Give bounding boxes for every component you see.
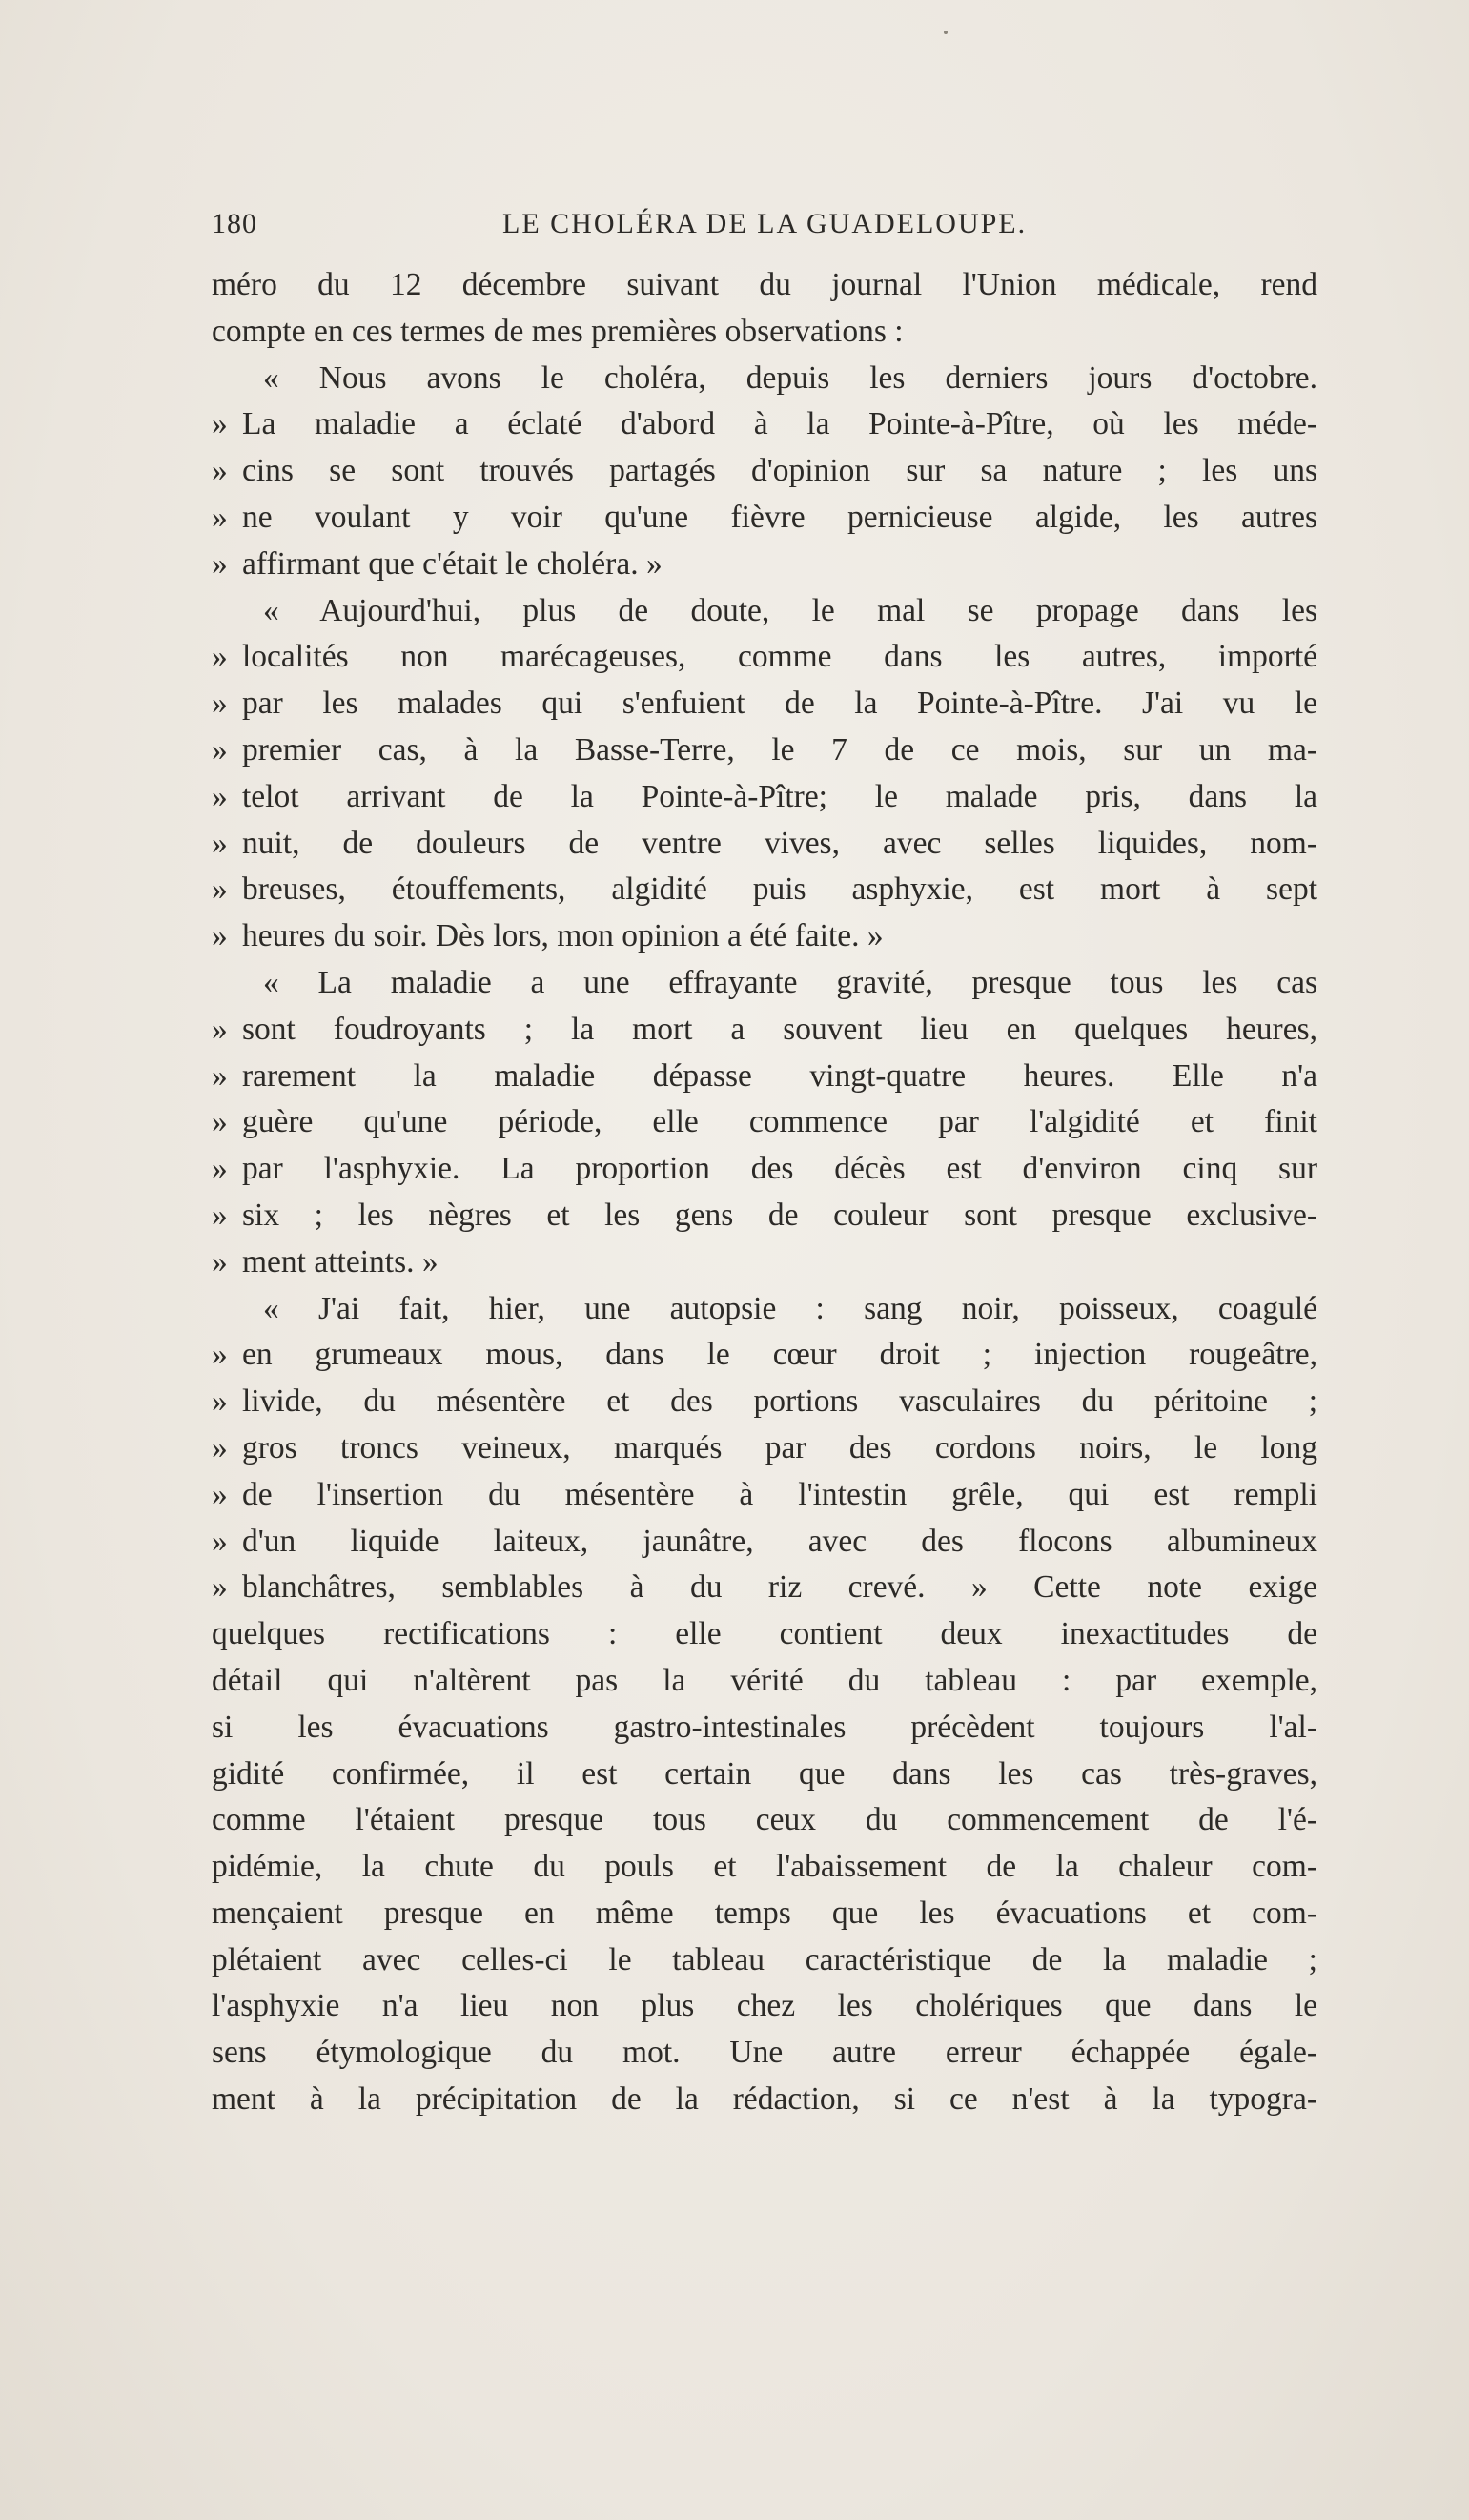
text-line: [212, 1286, 1317, 1333]
text-line: [212, 960, 1317, 1007]
text-line: [212, 588, 1317, 635]
text-line: [212, 1891, 1317, 1937]
quote-guillemet: »: [212, 825, 228, 861]
text-line: [212, 1007, 1317, 1054]
line-text: gidité confirmée, il est certain que dans les cas très-graves,: [212, 1755, 1317, 1792]
text-line: [212, 1425, 1317, 1472]
quote-guillemet: »: [212, 406, 228, 442]
text-line: [212, 1658, 1317, 1705]
text-line: [212, 1193, 1317, 1240]
text-line: [212, 1519, 1317, 1566]
line-text: heures du soir. Dès lors, mon opinion a été faite. »: [242, 918, 884, 954]
print-speck: [944, 31, 948, 34]
line-text: cins se sont trouvés partagés d'opinion sur sa nature ; les uns: [242, 453, 1317, 489]
quote-guillemet: »: [212, 778, 228, 814]
text-line: [212, 1611, 1317, 1658]
text-line: [212, 401, 1317, 448]
line-text: premier cas, à la Basse-Terre, le 7 de ce mois, sur un ma-: [242, 731, 1317, 768]
quote-guillemet: »: [212, 1429, 228, 1465]
line-text: compte en ces termes de mes premières observations :: [212, 313, 904, 349]
line-text: sont foudroyants ; la mort a souvent lieu en quelques heures,: [242, 1011, 1317, 1047]
line-text: mençaient presque en même temps que les évacuations et com-: [212, 1895, 1317, 1931]
text-line: [212, 1844, 1317, 1891]
line-text: ment atteints. »: [242, 1243, 439, 1280]
quote-guillemet: »: [212, 871, 228, 908]
quote-guillemet: »: [212, 686, 228, 722]
line-text: livide, du mésentère et des portions vasculaires du péritoine ;: [242, 1383, 1317, 1420]
line-text: breuses, étouffements, algidité puis asphyxie, est mort à sept: [242, 871, 1317, 908]
quote-guillemet: »: [212, 453, 228, 489]
text-line: [212, 727, 1317, 774]
line-text: blanchâtres, semblables à du riz crevé. » Cette note exige: [242, 1569, 1317, 1606]
quote-guillemet: »: [212, 1057, 228, 1094]
text-line: [212, 1146, 1317, 1193]
line-text: comme l'étaient presque tous ceux du commencement de l'é-: [212, 1802, 1317, 1838]
quote-guillemet: »: [212, 545, 228, 582]
line-text: rarement la maladie dépasse vingt-quatre heures. Elle n'a: [242, 1057, 1317, 1094]
line-text: méro du 12 décembre suivant du journal l'Union médicale, rend: [212, 267, 1317, 302]
line-text: par l'asphyxie. La proportion des décès est d'environ cinq sur: [242, 1151, 1317, 1187]
line-text: « J'ai fait, hier, une autopsie : sang noir, poisseux, coagulé: [263, 1290, 1317, 1326]
text-line: [212, 681, 1317, 727]
body-text: [212, 262, 1317, 2123]
running-header: [212, 208, 1317, 246]
text-line: [212, 356, 1317, 402]
line-text: guère qu'une période, elle commence par l'algidité et finit: [242, 1104, 1317, 1140]
text-line: [212, 821, 1317, 868]
line-text: « Aujourd'hui, plus de doute, le mal se propage dans les: [263, 592, 1317, 628]
text-line: [212, 1983, 1317, 2030]
page-number: 180: [212, 208, 257, 239]
text-line: [212, 1937, 1317, 1984]
text-line: [212, 1565, 1317, 1611]
text-line: [212, 495, 1317, 542]
line-text: si les évacuations gastro-intestinales précèdent toujours l'al-: [212, 1709, 1317, 1745]
line-text: « La maladie a une effrayante gravité, presque tous les cas: [263, 964, 1317, 1000]
text-line: [212, 913, 1317, 960]
line-text: par les malades qui s'enfuient de la Pointe-à-Pître. J'ai vu le: [242, 686, 1317, 722]
quote-guillemet: »: [212, 1011, 228, 1047]
line-text: sens étymologique du mot. Une autre erreur échappée égale-: [212, 2035, 1317, 2071]
text-line: [212, 1099, 1317, 1146]
quote-guillemet: »: [212, 1197, 228, 1233]
text-line: [212, 1705, 1317, 1752]
quote-guillemet: »: [212, 918, 228, 954]
quote-guillemet: »: [212, 1151, 228, 1187]
quote-guillemet: »: [212, 1523, 228, 1559]
line-text: d'un liquide laiteux, jaunâtre, avec des flocons albumineux: [242, 1523, 1317, 1559]
text-line: [212, 1054, 1317, 1100]
text-line: [212, 1472, 1317, 1519]
text-line: [212, 2030, 1317, 2077]
quote-guillemet: »: [212, 1243, 228, 1280]
line-text: affirmant que c'était le choléra. »: [242, 545, 663, 582]
running-title: LE CHOLÉRA DE LA GUADELOUPE.: [502, 208, 1028, 239]
line-text: plétaient avec celles-ci le tableau caractéristique de la maladie ;: [212, 1941, 1317, 1977]
quote-guillemet: »: [212, 1569, 228, 1606]
line-text: en grumeaux mous, dans le cœur droit ; injection rougeâtre,: [242, 1337, 1317, 1373]
line-text: telot arrivant de la Pointe-à-Pître; le malade pris, dans la: [242, 778, 1317, 814]
line-text: localités non marécageuses, comme dans les autres, importé: [242, 639, 1317, 675]
quote-guillemet: »: [212, 639, 228, 675]
text-line: [212, 448, 1317, 495]
line-text: gros troncs veineux, marqués par des cordons noirs, le long: [242, 1429, 1317, 1465]
line-text: nuit, de douleurs de ventre vives, avec selles liquides, nom-: [242, 825, 1317, 861]
text-line: [212, 634, 1317, 681]
text-line: [212, 774, 1317, 821]
text-line: [212, 2077, 1317, 2123]
text-line: [212, 1240, 1317, 1286]
line-text: ment à la précipitation de la rédaction, si ce n'est à la typogra-: [212, 2081, 1317, 2118]
line-text: de l'insertion du mésentère à l'intestin grêle, qui est rempli: [242, 1476, 1317, 1512]
line-text: pidémie, la chute du pouls et l'abaissement de la chaleur com-: [212, 1849, 1317, 1885]
line-text: quelques rectifications : elle contient deux inexactitudes de: [212, 1616, 1317, 1652]
quote-guillemet: »: [212, 731, 228, 768]
line-text: « Nous avons le choléra, depuis les derniers jours d'octobre.: [263, 359, 1317, 396]
text-line: [212, 867, 1317, 913]
text-line: [212, 262, 1317, 309]
text-line: [212, 1797, 1317, 1844]
quote-guillemet: »: [212, 499, 228, 535]
line-text: l'asphyxie n'a lieu non plus chez les cholériques que dans le: [212, 1988, 1317, 2024]
quote-guillemet: »: [212, 1337, 228, 1373]
line-text: La maladie a éclaté d'abord à la Pointe-à-Pître, où les méde-: [242, 406, 1317, 442]
text-line: [212, 1379, 1317, 1425]
quote-guillemet: »: [212, 1104, 228, 1140]
line-text: ne voulant y voir qu'une fièvre pernicieuse algide, les autres: [242, 499, 1317, 535]
quote-guillemet: »: [212, 1383, 228, 1420]
text-line: [212, 1332, 1317, 1379]
text-line: [212, 1752, 1317, 1798]
line-text: six ; les nègres et les gens de couleur sont presque exclusive-: [242, 1197, 1317, 1233]
text-line: [212, 309, 1317, 356]
line-text: détail qui n'altèrent pas la vérité du tableau : par exemple,: [212, 1662, 1317, 1698]
quote-guillemet: »: [212, 1476, 228, 1512]
text-line: [212, 542, 1317, 588]
